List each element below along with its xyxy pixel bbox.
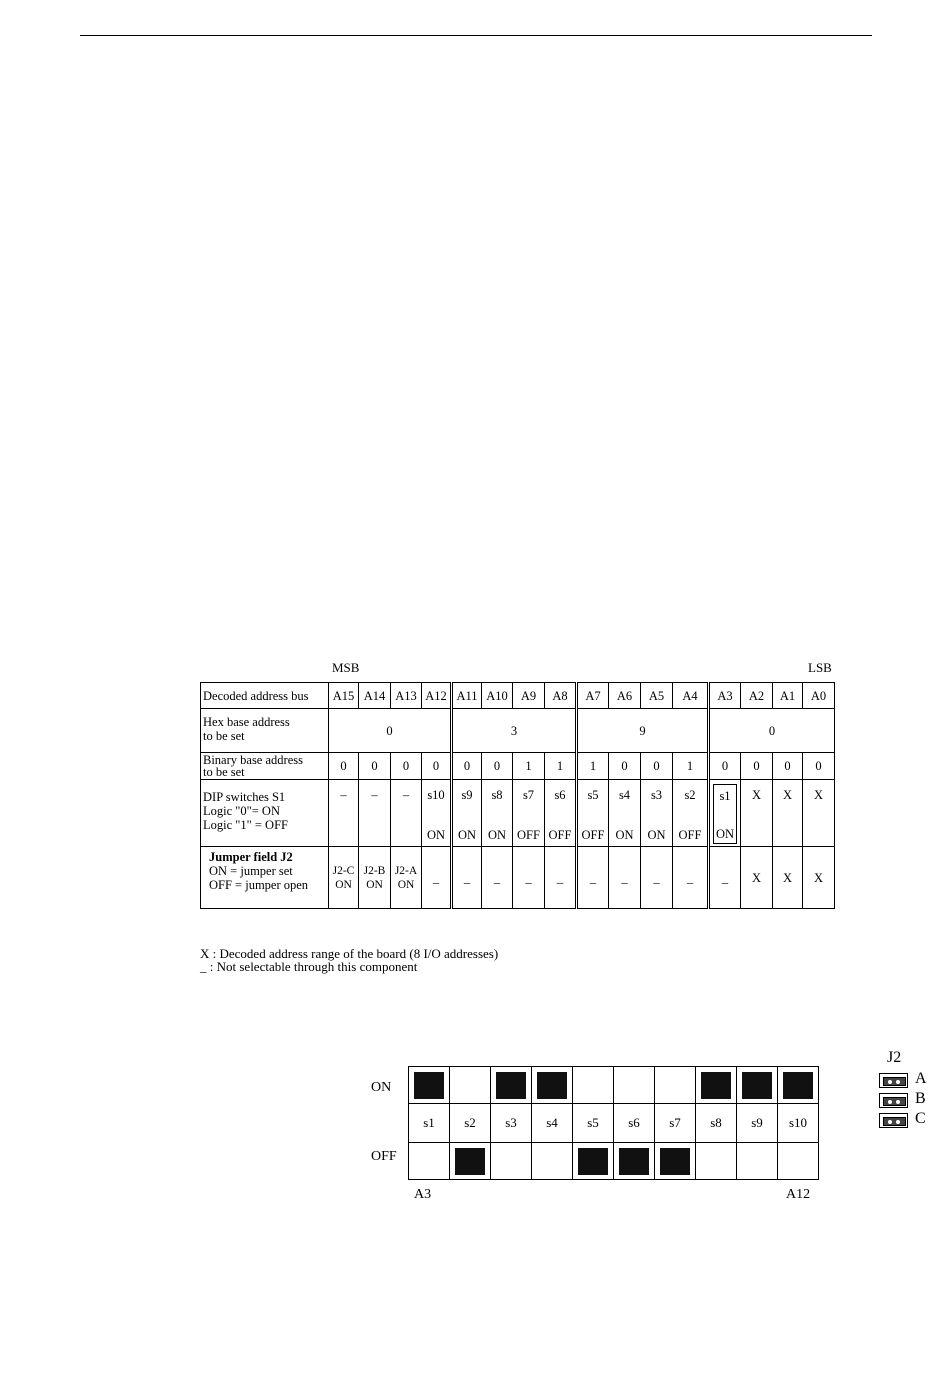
dip-right-label: A12 <box>786 1187 811 1202</box>
dip-cell <box>641 780 673 847</box>
row-header-bin-1: Binary base address <box>203 753 303 767</box>
binary-bit: 0 <box>329 753 359 780</box>
jumper-value: _ <box>452 847 482 909</box>
binary-bit: 0 <box>482 753 513 780</box>
addr-bit: A8 <box>545 683 577 709</box>
dip-switch-diagram <box>408 1066 819 1180</box>
binary-bit: 1 <box>673 753 709 780</box>
binary-bit: 0 <box>391 753 422 780</box>
j2-letter: B <box>915 1090 926 1107</box>
dip-off-label: OFF <box>371 1149 397 1164</box>
jumper-value: _ <box>513 847 545 909</box>
binary-bit: 1 <box>545 753 577 780</box>
jumper-value: X <box>741 847 773 909</box>
jumper-cap <box>883 1097 906 1106</box>
addr-bit: A7 <box>577 683 609 709</box>
dip-switch-knob <box>455 1148 485 1175</box>
dip-switch: – <box>340 788 347 802</box>
dip-state: ON <box>715 827 735 841</box>
jumper-value: X <box>773 847 803 909</box>
dip-cell <box>803 780 835 847</box>
dip-state: ON <box>615 828 634 842</box>
binary-bit: 0 <box>452 753 482 780</box>
dip-switch: s9 <box>461 788 473 802</box>
dip-switch: – <box>402 788 410 802</box>
jumper-value: _ <box>422 847 452 909</box>
binary-bit: 0 <box>422 753 452 780</box>
dip-name-row <box>409 1104 819 1143</box>
jumper-cap <box>883 1077 906 1086</box>
addr-bit: A14 <box>359 683 391 709</box>
page-rule <box>80 35 872 36</box>
row-header-dip-1: DIP switches S1 <box>203 790 286 804</box>
dip-switch-knob <box>742 1072 772 1099</box>
dip-switch-knob <box>701 1072 731 1099</box>
dip-off-cell <box>778 1143 819 1180</box>
dip-state: ON <box>457 828 477 842</box>
dip-switch: s4 <box>618 788 631 802</box>
addr-bit: A12 <box>422 683 452 709</box>
j2-title: J2 <box>887 1049 902 1066</box>
dip-on-cell <box>450 1067 491 1104</box>
msb-label: MSB <box>332 660 360 675</box>
addr-bit: A0 <box>803 683 835 709</box>
addr-bit: A4 <box>673 683 709 709</box>
dip-on-row <box>409 1067 819 1104</box>
dip-cell <box>773 780 803 847</box>
dip-switch: s3 <box>650 788 663 802</box>
hex-address-row <box>201 709 835 753</box>
dip-on-label: ON <box>371 1080 392 1095</box>
dip-switch: s2 <box>684 788 696 802</box>
addr-bit: A3 <box>709 683 741 709</box>
legend-x: X : Decoded address range of the board (8 I/O addresses) <box>200 946 499 961</box>
dip-on-cell <box>573 1067 614 1104</box>
row-header-hex-1: Hex base address <box>203 715 290 729</box>
row-header-decoded: Decoded address bus <box>201 683 329 709</box>
dip-on-cell <box>409 1067 450 1104</box>
binary-bit: 0 <box>641 753 673 780</box>
jumper-value: _ <box>673 847 709 909</box>
row-header-dip-2: Logic "0"= ON <box>203 804 280 818</box>
binary-bit: 0 <box>803 753 835 780</box>
jumper-pin <box>896 1080 900 1084</box>
dip-cell <box>329 780 359 847</box>
addr-bit: A9 <box>513 683 545 709</box>
dip-off-cell <box>532 1143 573 1180</box>
binary-bit: 0 <box>741 753 773 780</box>
dip-cell <box>359 780 391 847</box>
addr-bit: A5 <box>641 683 673 709</box>
binary-bit: 1 <box>577 753 609 780</box>
dip-off-cell <box>737 1143 778 1180</box>
legend-dash: _ : Not selectable through this component <box>200 959 418 974</box>
dip-switch-name: s6 <box>614 1104 655 1143</box>
hex-digit: 9 <box>577 709 709 753</box>
dip-switch-name: s3 <box>491 1104 532 1143</box>
dip-state: OFF <box>548 828 572 842</box>
jumper-cap <box>883 1117 906 1126</box>
dip-switch: s5 <box>587 788 599 802</box>
dip-switch-name: s8 <box>696 1104 737 1143</box>
j2-letter: C <box>915 1110 926 1127</box>
row-header-dip-3: Logic "1" = OFF <box>203 818 288 832</box>
dip-cell <box>673 780 709 847</box>
dip-on-cell <box>737 1067 778 1104</box>
hex-digit: 0 <box>709 709 835 753</box>
dip-on-cell <box>532 1067 573 1104</box>
addr-bit: A10 <box>482 683 513 709</box>
dip-state: OFF <box>581 828 605 842</box>
jumper-pin <box>896 1100 900 1104</box>
dip-off-cell <box>450 1143 491 1180</box>
dip-switch-name: s5 <box>573 1104 614 1143</box>
dip-switch-knob <box>619 1148 649 1175</box>
jumper-pin <box>888 1100 892 1104</box>
hex-digit: 0 <box>329 709 452 753</box>
binary-address-row <box>201 753 835 780</box>
dip-left-label: A3 <box>414 1187 432 1202</box>
addr-bit: A6 <box>609 683 641 709</box>
dip-switch: s6 <box>554 788 566 802</box>
dip-on-cell <box>696 1067 737 1104</box>
dip-cell <box>513 780 545 847</box>
binary-bit: 0 <box>773 753 803 780</box>
dip-switch-name: s1 <box>409 1104 450 1143</box>
row-header-jp-2: ON = jumper set <box>209 864 293 878</box>
dip-cell <box>422 780 452 847</box>
dip-switch-knob <box>537 1072 567 1099</box>
dip-cell <box>482 780 513 847</box>
dip-cell <box>452 780 482 847</box>
dip-state: ON <box>487 828 507 842</box>
jumper-value: _ <box>641 847 673 909</box>
dip-switch-name: s4 <box>532 1104 573 1143</box>
jumper-value: ON <box>366 878 383 891</box>
dip-off-cell <box>655 1143 696 1180</box>
dip-cell <box>609 780 641 847</box>
dip-switch-name: s7 <box>655 1104 696 1143</box>
hex-digit: 3 <box>452 709 577 753</box>
legend <box>200 947 498 973</box>
jumper-pin <box>896 1120 900 1124</box>
binary-bit: 0 <box>609 753 641 780</box>
jumper-name: J2-C <box>332 864 355 877</box>
dip-off-row <box>409 1143 819 1180</box>
lsb-label: LSB <box>808 660 832 675</box>
jumper-row <box>201 847 835 909</box>
jumper-pin <box>888 1080 892 1084</box>
dip-off-cell <box>614 1143 655 1180</box>
dip-cell <box>545 780 577 847</box>
dip-off-cell <box>696 1143 737 1180</box>
addr-bit: A11 <box>452 683 482 709</box>
dip-on-cell <box>614 1067 655 1104</box>
dip-state: OFF <box>678 828 702 842</box>
binary-bit: 0 <box>359 753 391 780</box>
dip-switch-knob <box>578 1148 608 1175</box>
addr-bit: A13 <box>391 683 422 709</box>
dip-switch-name: s9 <box>737 1104 778 1143</box>
dip-switch: s1 <box>719 789 731 803</box>
dip-on-cell <box>655 1067 696 1104</box>
binary-bit: 1 <box>513 753 545 780</box>
dip-off-cell <box>409 1143 450 1180</box>
dip-switch: s10 <box>427 788 445 802</box>
dip-state: ON <box>647 828 666 842</box>
jumper-value: _ <box>577 847 609 909</box>
jumper-value: X <box>803 847 835 909</box>
dip-switch: s7 <box>522 788 535 802</box>
jumper-name: J2-B <box>363 864 386 877</box>
dip-switch-knob <box>496 1072 526 1099</box>
addr-bit: A2 <box>741 683 773 709</box>
addr-bit: A1 <box>773 683 803 709</box>
jumper-name: J2-A <box>394 864 418 877</box>
dip-off-cell <box>491 1143 532 1180</box>
dip-switch-knob <box>783 1072 813 1099</box>
row-header-hex-2: to be set <box>203 729 245 743</box>
decoded-address-row <box>201 683 835 709</box>
jumper-pin <box>888 1120 892 1124</box>
dip-state: OFF <box>517 828 540 842</box>
dip-switch: – <box>371 788 378 802</box>
jumper-value: _ <box>482 847 513 909</box>
jumper-value: _ <box>545 847 577 909</box>
dip-switch-name: s2 <box>450 1104 491 1143</box>
j2-jumper-c <box>879 1113 908 1128</box>
dip-on-cell <box>491 1067 532 1104</box>
dip-switch-name: s10 <box>778 1104 819 1143</box>
row-header-jp-1: Jumper field J2 <box>209 850 293 864</box>
j2-letter: A <box>915 1070 927 1087</box>
dip-state: ON <box>426 828 446 842</box>
jumper-value: ON <box>335 878 352 891</box>
jumper-value: _ <box>609 847 641 909</box>
dip-cell <box>391 780 422 847</box>
dip-cell <box>741 780 773 847</box>
row-header-jp-3: OFF = jumper open <box>209 878 309 892</box>
dip-switch-row <box>201 780 835 847</box>
j2-jumper-a <box>879 1073 908 1088</box>
addr-bit: A15 <box>329 683 359 709</box>
dip-cell <box>709 780 741 847</box>
binary-bit: 0 <box>709 753 741 780</box>
dip-switch-knob <box>660 1148 690 1175</box>
dip-switch-knob <box>414 1072 444 1099</box>
jumper-value: ON <box>397 878 415 891</box>
dip-switch: s8 <box>491 788 503 802</box>
address-table <box>200 682 835 909</box>
jumper-value: _ <box>709 847 741 909</box>
dip-switch: X <box>813 788 824 802</box>
dip-cell <box>577 780 609 847</box>
row-header-bin-2: to be set <box>203 765 245 779</box>
dip-off-cell <box>573 1143 614 1180</box>
dip-on-cell <box>778 1067 819 1104</box>
dip-switch: X <box>751 788 762 802</box>
dip-switch: X <box>782 788 793 802</box>
j2-jumper-b <box>879 1093 908 1108</box>
